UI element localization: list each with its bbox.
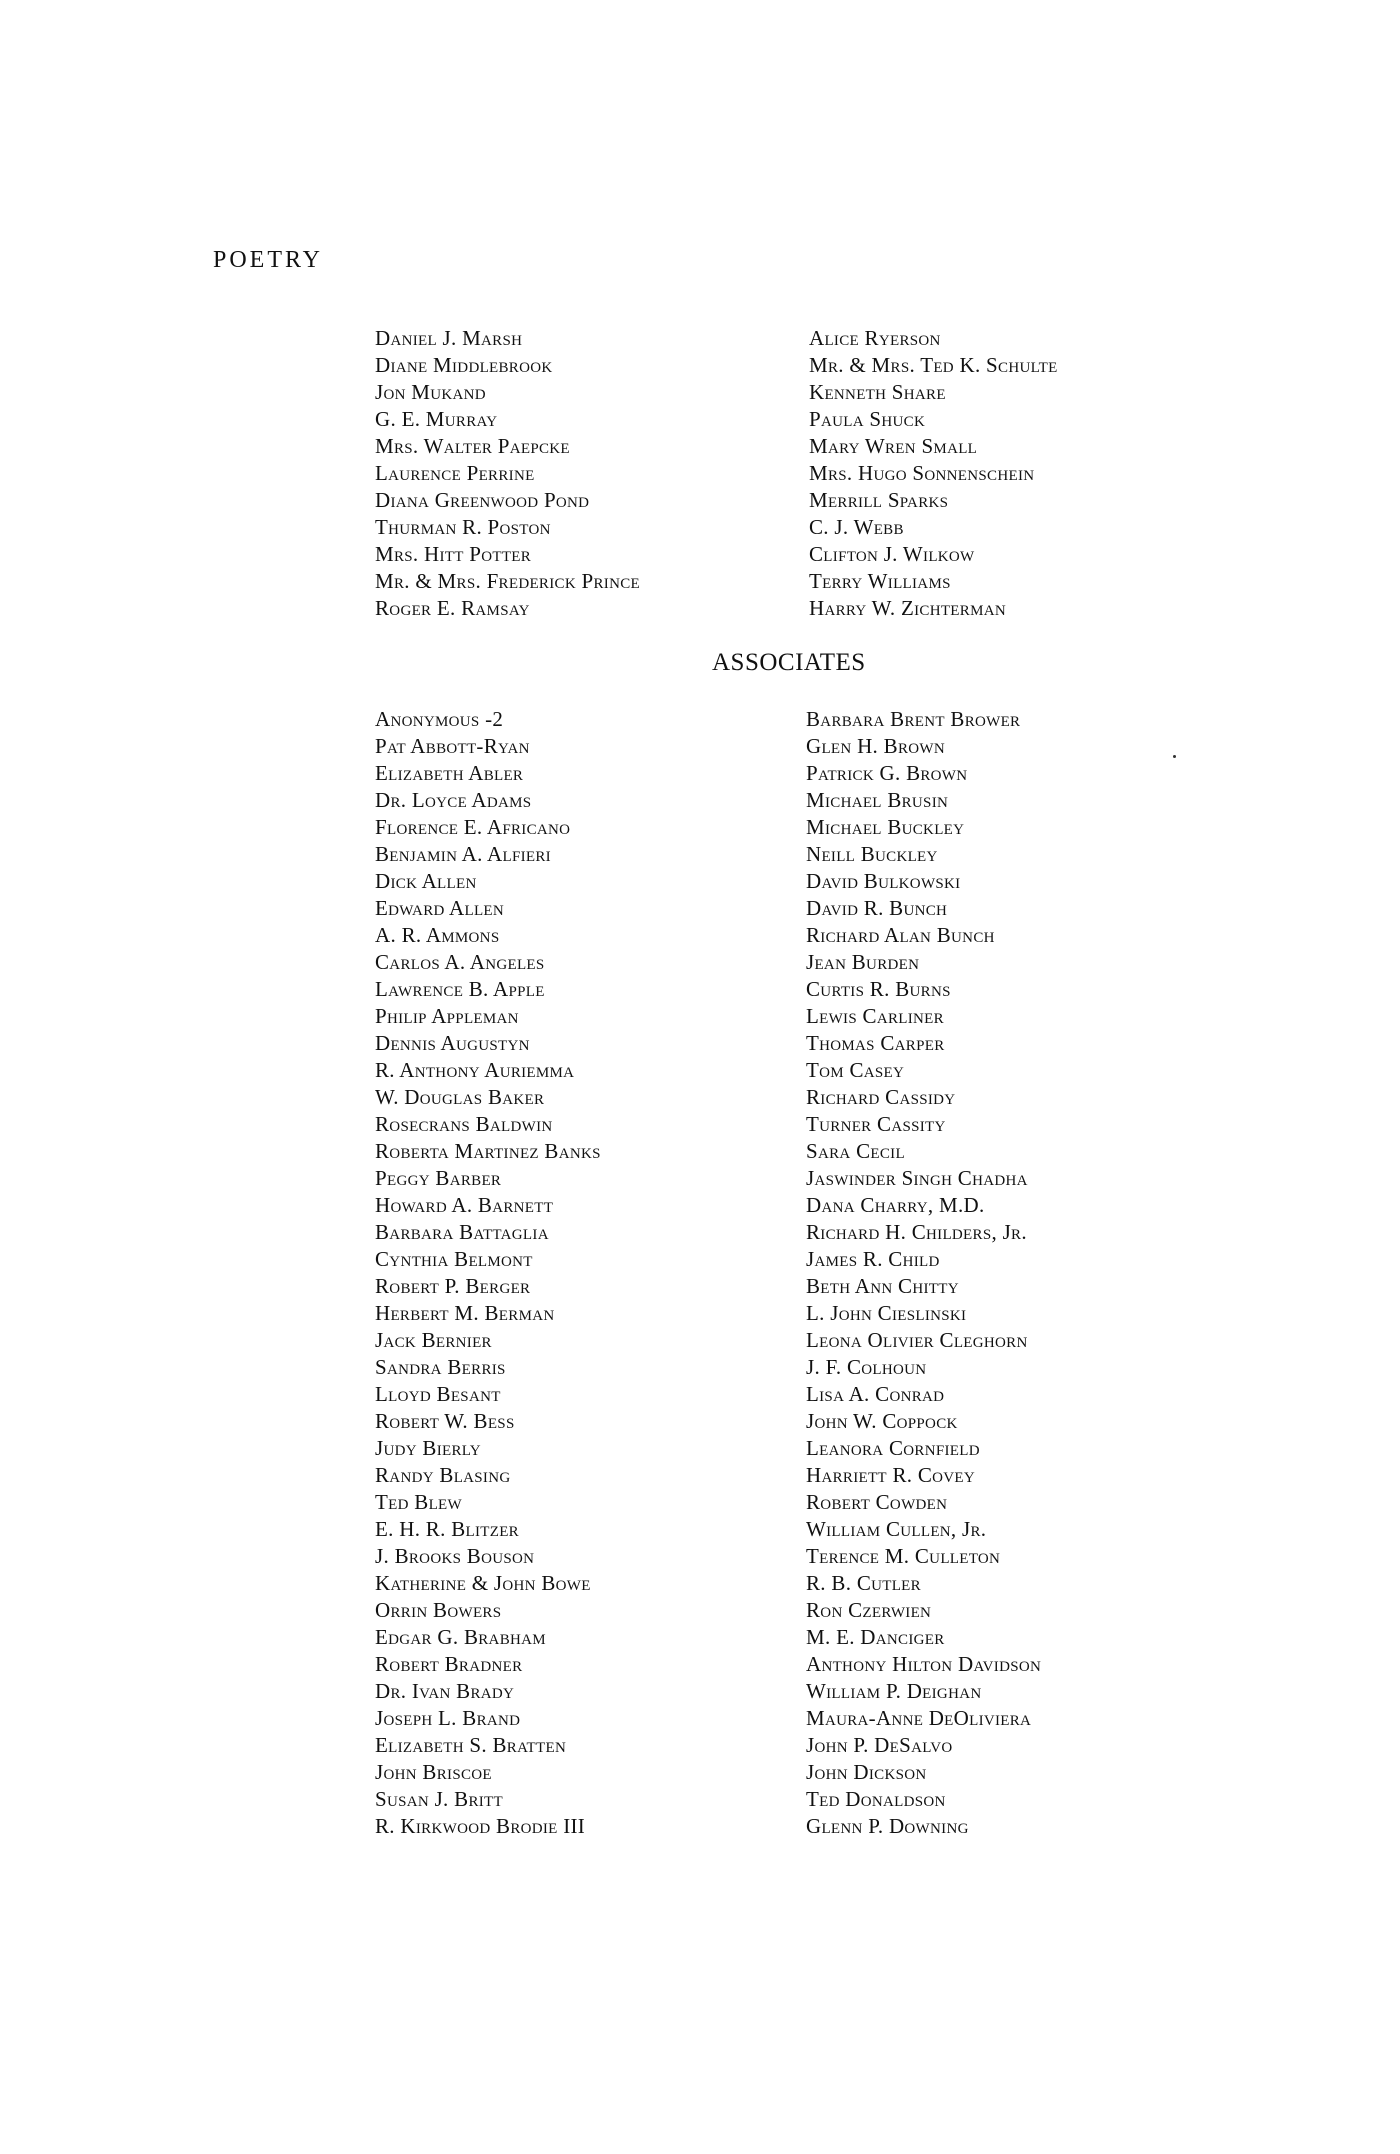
name-entry: Curtis R. Burns xyxy=(806,977,951,1001)
name-entry: A. R. Ammons xyxy=(375,923,500,947)
name-entry: Leona Olivier Cleghorn xyxy=(806,1328,1028,1352)
name-entry: Philip Appleman xyxy=(375,1004,519,1028)
name-entry: Robert W. Bess xyxy=(375,1409,515,1433)
name-entry: Michael Buckley xyxy=(806,815,965,839)
name-entry: Diana Greenwood Pond xyxy=(375,488,590,512)
name-entry: Anthony Hilton Davidson xyxy=(806,1652,1042,1676)
name-entry: Ted Donaldson xyxy=(806,1787,946,1811)
name-entry: G. E. Murray xyxy=(375,407,498,431)
name-entry: William Cullen, Jr. xyxy=(806,1517,987,1541)
name-entry: Ted Blew xyxy=(375,1490,462,1514)
name-entry: L. John Cieslinski xyxy=(806,1301,967,1325)
name-entry: Barbara Battaglia xyxy=(375,1220,549,1244)
name-entry: Robert P. Berger xyxy=(375,1274,531,1298)
name-entry: John P. DeSalvo xyxy=(806,1733,953,1757)
name-entry: Harry W. Zichterman xyxy=(809,596,1006,620)
name-entry: Florence E. Africano xyxy=(375,815,571,839)
donor-list-right xyxy=(809,325,1058,622)
name-entry: Jean Burden xyxy=(806,950,920,974)
name-entry: M. E. Danciger xyxy=(806,1625,945,1649)
name-entry: Richard Cassidy xyxy=(806,1085,956,1109)
name-entry: Robert Cowden xyxy=(806,1490,948,1514)
name-entry: Cynthia Belmont xyxy=(375,1247,533,1271)
name-entry: Lewis Carliner xyxy=(806,1004,944,1028)
name-entry: Roberta Martinez Banks xyxy=(375,1139,601,1163)
name-entry: Michael Brusin xyxy=(806,788,949,812)
name-entry: Sara Cecil xyxy=(806,1139,905,1163)
name-entry: Sandra Berris xyxy=(375,1355,506,1379)
name-entry: E. H. R. Blitzer xyxy=(375,1517,519,1541)
name-entry: Dana Charry, M.D. xyxy=(806,1193,985,1217)
name-entry: Roger E. Ramsay xyxy=(375,596,530,620)
name-entry: Tom Casey xyxy=(806,1058,905,1082)
running-header: POETRY xyxy=(213,247,324,273)
name-entry: Howard A. Barnett xyxy=(375,1193,554,1217)
name-entry: Daniel J. Marsh xyxy=(375,326,523,350)
name-entry: J. Brooks Bouson xyxy=(375,1544,535,1568)
name-entry: Pat Abbott-Ryan xyxy=(375,734,530,758)
name-entry: Mrs. Hugo Sonnenschein xyxy=(809,461,1035,485)
name-entry: Herbert M. Berman xyxy=(375,1301,555,1325)
name-entry: Richard H. Childers, Jr. xyxy=(806,1220,1027,1244)
name-entry: Jack Bernier xyxy=(375,1328,492,1352)
name-entry: Jaswinder Singh Chadha xyxy=(806,1166,1028,1190)
name-entry: Beth Ann Chitty xyxy=(806,1274,959,1298)
name-entry: J. F. Colhoun xyxy=(806,1355,927,1379)
associates-list-left xyxy=(375,706,601,1840)
name-entry: Barbara Brent Brower xyxy=(806,707,1021,731)
name-entry: Dr. Ivan Brady xyxy=(375,1679,515,1703)
name-entry: Randy Blasing xyxy=(375,1463,511,1487)
name-entry: Ron Czerwien xyxy=(806,1598,932,1622)
name-entry: Diane Middlebrook xyxy=(375,353,553,377)
name-entry: C. J. Webb xyxy=(809,515,904,539)
name-entry: Edward Allen xyxy=(375,896,505,920)
name-entry: Harriett R. Covey xyxy=(806,1463,976,1487)
name-entry: Peggy Barber xyxy=(375,1166,502,1190)
scan-speck xyxy=(1173,755,1176,758)
name-entry: Edgar G. Brabham xyxy=(375,1625,546,1649)
name-entry: Mrs. Walter Paepcke xyxy=(375,434,570,458)
name-entry: Carlos A. Angeles xyxy=(375,950,545,974)
name-entry: John Dickson xyxy=(806,1760,927,1784)
name-entry: Benjamin A. Alfieri xyxy=(375,842,551,866)
name-entry: David R. Bunch xyxy=(806,896,948,920)
name-entry: Mr. & Mrs. Ted K. Schulte xyxy=(809,353,1058,377)
name-entry: Thurman R. Poston xyxy=(375,515,551,539)
associates-list-right xyxy=(806,706,1041,1840)
name-entry: Judy Bierly xyxy=(375,1436,481,1460)
name-entry: Susan J. Britt xyxy=(375,1787,503,1811)
donor-list-left xyxy=(375,325,640,622)
name-entry: Dick Allen xyxy=(375,869,477,893)
name-entry: W. Douglas Baker xyxy=(375,1085,545,1109)
name-entry: Thomas Carper xyxy=(806,1031,945,1055)
name-entry: Richard Alan Bunch xyxy=(806,923,995,947)
name-entry: Dennis Augustyn xyxy=(375,1031,530,1055)
name-entry: John W. Coppock xyxy=(806,1409,958,1433)
name-entry: Elizabeth S. Bratten xyxy=(375,1733,567,1757)
name-entry: James R. Child xyxy=(806,1247,940,1271)
associates-heading: ASSOCIATES xyxy=(712,649,866,676)
name-entry: Maura-Anne DeOliviera xyxy=(806,1706,1032,1730)
name-entry: Mr. & Mrs. Frederick Prince xyxy=(375,569,640,593)
name-entry: Kenneth Share xyxy=(809,380,946,404)
name-entry: John Briscoe xyxy=(375,1760,492,1784)
name-entry: Leanora Cornfield xyxy=(806,1436,980,1460)
name-entry: David Bulkowski xyxy=(806,869,961,893)
name-entry: Joseph L. Brand xyxy=(375,1706,521,1730)
name-entry: Terence M. Culleton xyxy=(806,1544,1001,1568)
name-entry: Patrick G. Brown xyxy=(806,761,968,785)
name-entry: Lisa A. Conrad xyxy=(806,1382,945,1406)
name-entry: Neill Buckley xyxy=(806,842,938,866)
name-entry: Glen H. Brown xyxy=(806,734,945,758)
name-entry: Merrill Sparks xyxy=(809,488,949,512)
name-entry: Terry Williams xyxy=(809,569,951,593)
name-entry: William P. Deighan xyxy=(806,1679,982,1703)
name-entry: Elizabeth Abler xyxy=(375,761,524,785)
name-entry: Anonymous -2 xyxy=(375,707,504,731)
name-entry: Robert Bradner xyxy=(375,1652,523,1676)
name-entry: R. Kirkwood Brodie III xyxy=(375,1814,586,1838)
name-entry: Orrin Bowers xyxy=(375,1598,502,1622)
name-entry: R. Anthony Auriemma xyxy=(375,1058,575,1082)
name-entry: R. B. Cutler xyxy=(806,1571,921,1595)
name-entry: Rosecrans Baldwin xyxy=(375,1112,553,1136)
name-entry: Lloyd Besant xyxy=(375,1382,501,1406)
name-entry: Alice Ryerson xyxy=(809,326,941,350)
name-entry: Glenn P. Downing xyxy=(806,1814,969,1838)
name-entry: Lawrence B. Apple xyxy=(375,977,545,1001)
name-entry: Mary Wren Small xyxy=(809,434,978,458)
name-entry: Turner Cassity xyxy=(806,1112,946,1136)
name-entry: Laurence Perrine xyxy=(375,461,535,485)
name-entry: Clifton J. Wilkow xyxy=(809,542,975,566)
name-entry: Dr. Loyce Adams xyxy=(375,788,532,812)
name-entry: Mrs. Hitt Potter xyxy=(375,542,532,566)
name-entry: Paula Shuck xyxy=(809,407,926,431)
name-entry: Jon Mukand xyxy=(375,380,486,404)
name-entry: Katherine & John Bowe xyxy=(375,1571,591,1595)
